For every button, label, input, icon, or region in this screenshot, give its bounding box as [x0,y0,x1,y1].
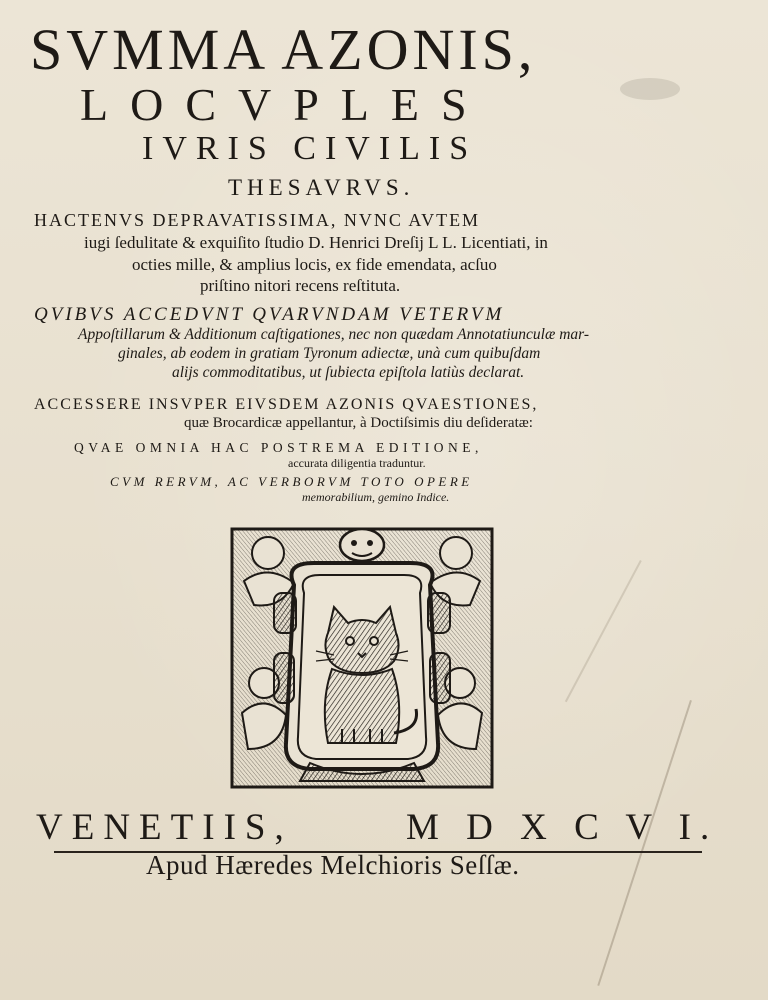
quibus-line-1: Appoſtillarum & Additionum caſtigationes, nec non quædam Annotatiunculæ mar- [78,326,590,343]
imprint-city: VENETIIS, [36,807,293,848]
quibus-line-3: alijs commoditatibus, ut ſubiecta epiſtola latiùs declarat. [172,364,525,381]
heading-cum: CVM RERVM, AC VERBORVM TOTO OPERE [110,474,473,489]
title-line-3: IVRIS CIVILIS [142,130,478,167]
publisher-line: Apud Hæredes Melchioris Seſſæ. [146,850,520,880]
heading-quae: QVAE OMNIA HAC POSTREMA EDITIONE, [74,440,483,455]
title-line-2: LOCVPLES [80,79,489,130]
accessere-line: quæ Brocardicæ appellantur, à Doctiſsimis diu deſideratæ: [184,415,533,431]
paper-crease [565,560,642,702]
title-line-4: THESAVRVS. [228,175,415,200]
heading-hactenus: HACTENVS DEPRAVATISSIMA, NVNC AVTEM [34,210,481,230]
ink-smudge [620,78,680,100]
cat-printers-device-icon [224,523,500,793]
body-line-1: iugi ſedulitate & exquiſito ſtudio D. Henrici Dreſij L L. Licentiati, in [84,233,548,252]
quae-line: accurata diligentia traduntur. [288,456,426,470]
heading-quibus: QVIBVS ACCEDVNT QVARVNDAM VETERVM [34,304,505,325]
quibus-line-2: ginales, ab eodem in gratiam Tyronum adiectæ, unà cum quibuſdam [118,345,541,362]
body-line-2: octies mille, & amplius locis, ex fide emendata, acſuo [132,255,497,274]
body-line-3: priſtino nitori recens reſtituta. [200,276,401,295]
heading-accessere: ACCESSERE INSVPER EIVSDEM AZONIS QVAESTIONES, [34,396,539,413]
cum-line: memorabilium, gemino Indice. [302,490,450,504]
imprint-date: M D X C V I. [406,807,719,848]
title-line-1: SVMMA AZONIS, [30,17,537,82]
